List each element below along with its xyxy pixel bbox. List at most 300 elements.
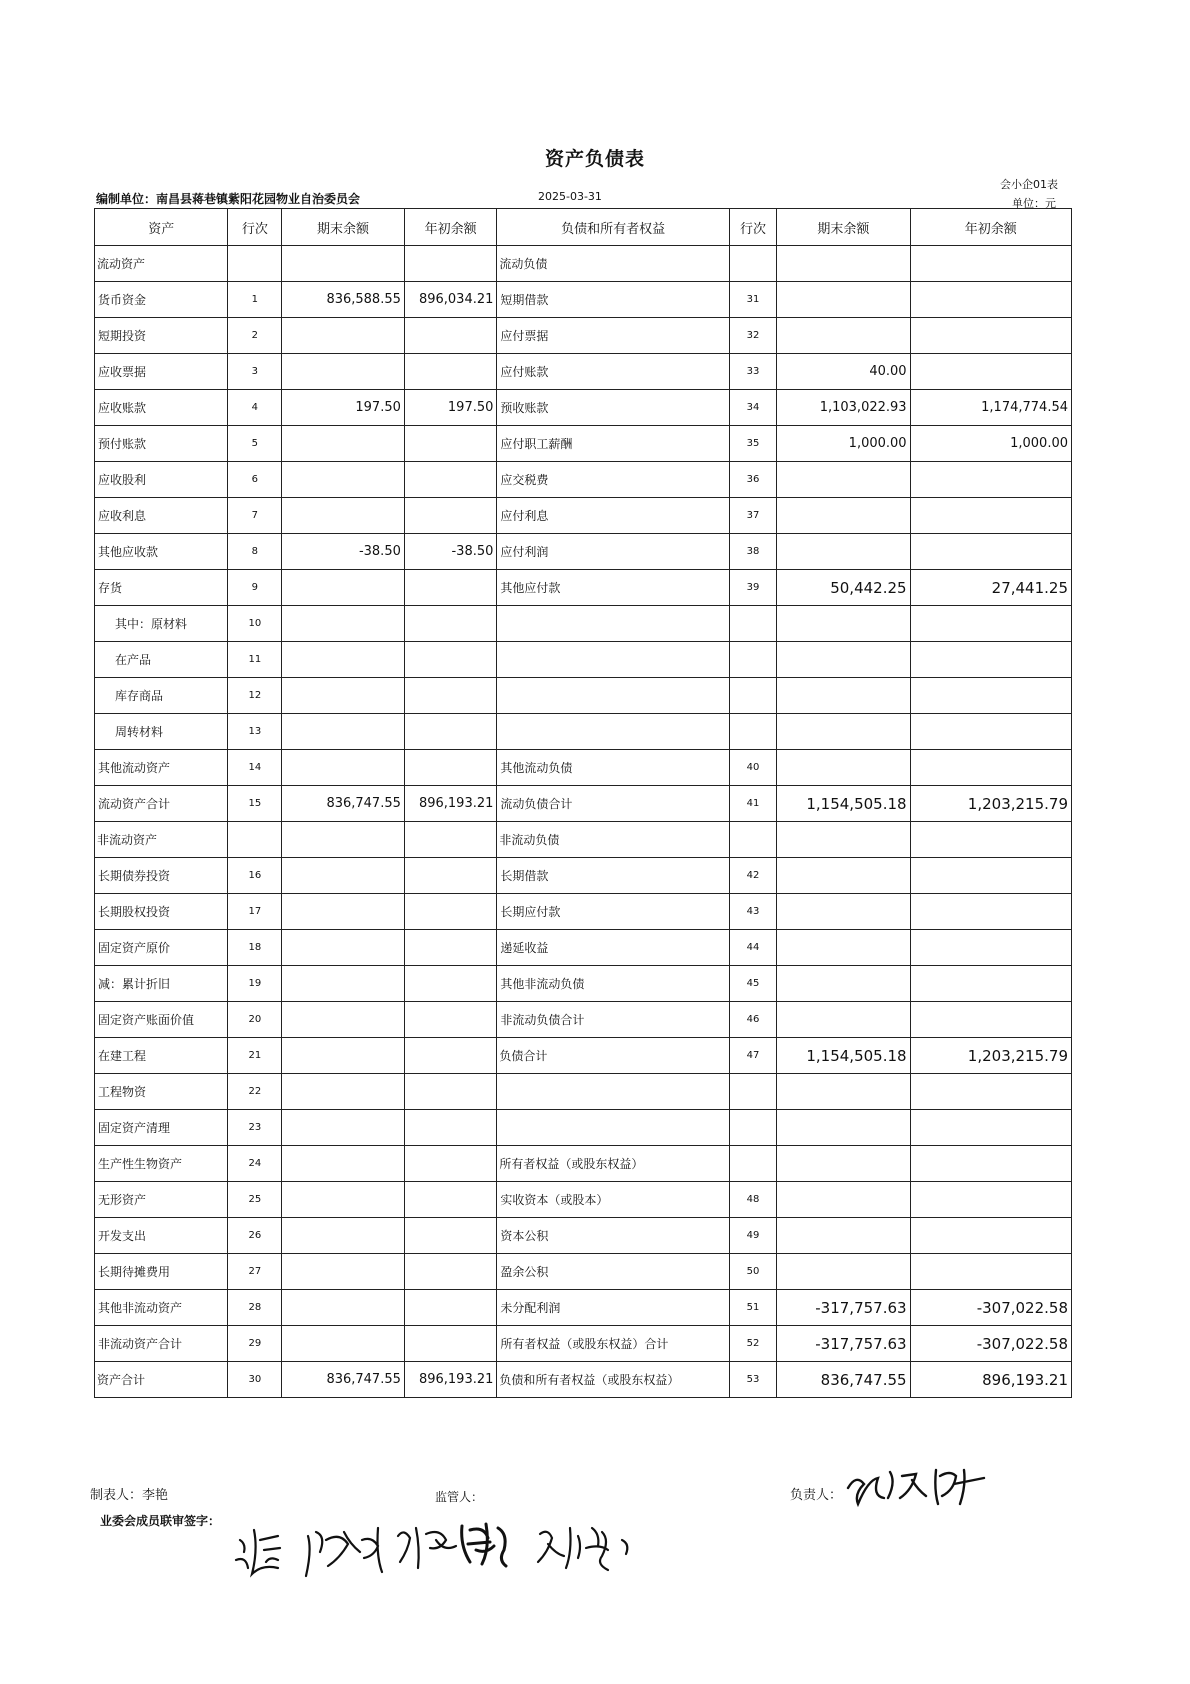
- asset-end-balance: [282, 318, 405, 354]
- liability-item: 长期应付款: [497, 894, 729, 930]
- asset-item: 减：累计折旧: [95, 966, 228, 1002]
- liability-end-balance: -317,757.63: [777, 1290, 910, 1326]
- asset-end-balance: [282, 354, 405, 390]
- liability-begin-balance: [910, 1074, 1071, 1110]
- asset-end-balance: [282, 1182, 405, 1218]
- asset-row-no: 10: [228, 606, 282, 642]
- table-row: [95, 498, 1072, 534]
- liability-row-no: [729, 642, 776, 678]
- asset-item: 短期投资: [95, 318, 228, 354]
- liability-begin-balance: [910, 534, 1071, 570]
- liability-item: 应付职工薪酬: [497, 426, 729, 462]
- liability-end-balance: [777, 1110, 910, 1146]
- liability-begin-balance: [910, 354, 1071, 390]
- liability-row-no: 48: [729, 1182, 776, 1218]
- table-row: [95, 1218, 1072, 1254]
- liability-item: 所有者权益（或股东权益）: [497, 1146, 729, 1182]
- liability-end-balance: [777, 858, 910, 894]
- table-body: [95, 246, 1072, 1398]
- asset-begin-balance: [404, 1038, 497, 1074]
- asset-end-balance: [282, 606, 405, 642]
- liability-item: 实收资本（或股本）: [497, 1182, 729, 1218]
- liability-item: 应付账款: [497, 354, 729, 390]
- liability-begin-balance: [910, 714, 1071, 750]
- asset-begin-balance: [404, 714, 497, 750]
- asset-row-no: [228, 246, 282, 282]
- liability-row-no: [729, 714, 776, 750]
- asset-item: 货币资金: [95, 282, 228, 318]
- liability-begin-balance: [910, 1182, 1071, 1218]
- asset-row-no: 25: [228, 1182, 282, 1218]
- committee-signatures: [230, 1510, 670, 1600]
- asset-end-balance: 197.50: [282, 390, 405, 426]
- liability-item: [497, 1074, 729, 1110]
- table-row: [95, 894, 1072, 930]
- asset-begin-balance: 896,193.21: [404, 1362, 497, 1398]
- liability-row-no: [729, 246, 776, 282]
- liability-item: [497, 606, 729, 642]
- table-row: [95, 354, 1072, 390]
- liability-end-balance: [777, 498, 910, 534]
- currency-unit: 单位：元: [1012, 197, 1056, 210]
- liability-row-no: 51: [729, 1290, 776, 1326]
- asset-row-no: 16: [228, 858, 282, 894]
- asset-begin-balance: [404, 1002, 497, 1038]
- responsible-label: 负责人：: [790, 1488, 843, 1503]
- asset-item: 无形资产: [95, 1182, 228, 1218]
- liability-item: 资本公积: [497, 1218, 729, 1254]
- table-row: [95, 534, 1072, 570]
- table-row: [95, 1254, 1072, 1290]
- asset-row-no: 6: [228, 462, 282, 498]
- liability-end-balance: 836,747.55: [777, 1362, 910, 1398]
- asset-begin-balance: [404, 246, 497, 282]
- table-row: [95, 822, 1072, 858]
- liability-end-balance: [777, 894, 910, 930]
- liability-item: 其他流动负债: [497, 750, 729, 786]
- liability-row-no: [729, 678, 776, 714]
- liability-begin-balance: 896,193.21: [910, 1362, 1071, 1398]
- supervisor-label: 监管人：: [435, 1490, 484, 1504]
- asset-row-no: 23: [228, 1110, 282, 1146]
- liability-item: 负债合计: [497, 1038, 729, 1074]
- table-row: [95, 966, 1072, 1002]
- table-row: [95, 390, 1072, 426]
- asset-begin-balance: [404, 1254, 497, 1290]
- liability-row-no: 34: [729, 390, 776, 426]
- asset-begin-balance: [404, 930, 497, 966]
- asset-row-no: 7: [228, 498, 282, 534]
- asset-item: 其他非流动资产: [95, 1290, 228, 1326]
- col-header-liability-end-balance: 期末余额: [777, 209, 910, 246]
- liability-begin-balance: [910, 750, 1071, 786]
- asset-begin-balance: [404, 858, 497, 894]
- asset-item: 其他流动资产: [95, 750, 228, 786]
- liability-end-balance: [777, 1218, 910, 1254]
- asset-end-balance: [282, 858, 405, 894]
- liability-end-balance: 40.00: [777, 354, 910, 390]
- liability-begin-balance: [910, 1002, 1071, 1038]
- asset-begin-balance: [404, 678, 497, 714]
- balance-sheet-table: [94, 208, 1072, 1398]
- liability-item: 递延收益: [497, 930, 729, 966]
- liability-begin-balance: [910, 930, 1071, 966]
- asset-row-no: 22: [228, 1074, 282, 1110]
- asset-end-balance: [282, 246, 405, 282]
- col-header-liability-row-no: 行次: [729, 209, 776, 246]
- table-row: [95, 570, 1072, 606]
- asset-item: 资产合计: [95, 1362, 228, 1398]
- liability-begin-balance: [910, 822, 1071, 858]
- liability-row-no: 43: [729, 894, 776, 930]
- asset-row-no: 13: [228, 714, 282, 750]
- asset-end-balance: [282, 1110, 405, 1146]
- asset-begin-balance: 896,193.21: [404, 786, 497, 822]
- liability-end-balance: [777, 462, 910, 498]
- col-header-asset-end-balance: 期末余额: [282, 209, 405, 246]
- liability-begin-balance: 1,000.00: [910, 426, 1071, 462]
- table-row: [95, 858, 1072, 894]
- liability-item: 应付利息: [497, 498, 729, 534]
- liability-begin-balance: [910, 894, 1071, 930]
- liability-item: 非流动负债合计: [497, 1002, 729, 1038]
- liability-item: 所有者权益（或股东权益）合计: [497, 1326, 729, 1362]
- table-row: [95, 606, 1072, 642]
- responsible-signature: [840, 1458, 1000, 1518]
- preparer-name: 李艳: [142, 1488, 169, 1503]
- liability-item: 应付票据: [497, 318, 729, 354]
- asset-row-no: 2: [228, 318, 282, 354]
- asset-begin-balance: 896,034.21: [404, 282, 497, 318]
- asset-end-balance: [282, 426, 405, 462]
- asset-begin-balance: [404, 966, 497, 1002]
- liability-begin-balance: [910, 246, 1071, 282]
- asset-end-balance: [282, 822, 405, 858]
- asset-end-balance: [282, 894, 405, 930]
- liability-item: 非流动负债: [497, 822, 729, 858]
- col-header-asset-begin-balance: 年初余额: [404, 209, 497, 246]
- asset-item: 应收利息: [95, 498, 228, 534]
- asset-end-balance: [282, 462, 405, 498]
- asset-row-no: 14: [228, 750, 282, 786]
- asset-end-balance: [282, 1290, 405, 1326]
- asset-item: 应收账款: [95, 390, 228, 426]
- asset-row-no: 15: [228, 786, 282, 822]
- liability-item: 盈余公积: [497, 1254, 729, 1290]
- asset-begin-balance: [404, 1218, 497, 1254]
- asset-row-no: 28: [228, 1290, 282, 1326]
- asset-row-no: 4: [228, 390, 282, 426]
- asset-begin-balance: [404, 1326, 497, 1362]
- liability-end-balance: [777, 750, 910, 786]
- liability-end-balance: 1,154,505.18: [777, 1038, 910, 1074]
- asset-item: 应收票据: [95, 354, 228, 390]
- asset-row-no: 27: [228, 1254, 282, 1290]
- asset-end-balance: -38.50: [282, 534, 405, 570]
- liability-item: 短期借款: [497, 282, 729, 318]
- liability-end-balance: [777, 678, 910, 714]
- table-row: [95, 930, 1072, 966]
- liability-row-no: [729, 1110, 776, 1146]
- liability-item: 未分配利润: [497, 1290, 729, 1326]
- asset-item: 非流动资产合计: [95, 1326, 228, 1362]
- form-code: 会小企01表: [1000, 178, 1058, 191]
- liability-begin-balance: 27,441.25: [910, 570, 1071, 606]
- table-row: [95, 246, 1072, 282]
- liability-end-balance: [777, 1074, 910, 1110]
- liability-end-balance: 1,000.00: [777, 426, 910, 462]
- liability-item: 应付利润: [497, 534, 729, 570]
- liability-begin-balance: [910, 1254, 1071, 1290]
- asset-end-balance: [282, 642, 405, 678]
- table-header-row: [95, 209, 1072, 246]
- liability-row-no: 41: [729, 786, 776, 822]
- liability-row-no: 32: [729, 318, 776, 354]
- asset-row-no: 19: [228, 966, 282, 1002]
- asset-begin-balance: [404, 822, 497, 858]
- asset-begin-balance: [404, 570, 497, 606]
- asset-item: 其中：原材料: [95, 606, 228, 642]
- asset-row-no: 24: [228, 1146, 282, 1182]
- asset-item: 长期待摊费用: [95, 1254, 228, 1290]
- asset-begin-balance: [404, 318, 497, 354]
- liability-end-balance: [777, 606, 910, 642]
- asset-item: 固定资产清理: [95, 1110, 228, 1146]
- asset-end-balance: [282, 750, 405, 786]
- table-row: [95, 1110, 1072, 1146]
- asset-item: 长期股权投资: [95, 894, 228, 930]
- col-header-liability-begin-balance: 年初余额: [910, 209, 1071, 246]
- table-row: [95, 714, 1072, 750]
- liability-end-balance: -317,757.63: [777, 1326, 910, 1362]
- liability-begin-balance: 1,203,215.79: [910, 786, 1071, 822]
- table-row: [95, 1002, 1072, 1038]
- asset-item: 在建工程: [95, 1038, 228, 1074]
- asset-row-no: 29: [228, 1326, 282, 1362]
- liability-end-balance: 1,154,505.18: [777, 786, 910, 822]
- asset-row-no: [228, 822, 282, 858]
- asset-item: 库存商品: [95, 678, 228, 714]
- liability-end-balance: [777, 1146, 910, 1182]
- liability-begin-balance: [910, 678, 1071, 714]
- liability-begin-balance: [910, 318, 1071, 354]
- asset-begin-balance: [404, 894, 497, 930]
- table-row: [95, 1362, 1072, 1398]
- asset-row-no: 17: [228, 894, 282, 930]
- asset-begin-balance: -38.50: [404, 534, 497, 570]
- liability-row-no: 39: [729, 570, 776, 606]
- liability-item: [497, 642, 729, 678]
- liability-end-balance: [777, 318, 910, 354]
- liability-begin-balance: [910, 966, 1071, 1002]
- liability-row-no: 44: [729, 930, 776, 966]
- liability-begin-balance: [910, 606, 1071, 642]
- liability-row-no: 40: [729, 750, 776, 786]
- liability-end-balance: [777, 246, 910, 282]
- report-date: 2025-03-31: [538, 190, 602, 203]
- liability-row-no: 49: [729, 1218, 776, 1254]
- liability-row-no: 38: [729, 534, 776, 570]
- col-header-assets: 资产: [95, 209, 228, 246]
- liability-row-no: 45: [729, 966, 776, 1002]
- liability-row-no: 53: [729, 1362, 776, 1398]
- liability-end-balance: [777, 822, 910, 858]
- asset-row-no: 20: [228, 1002, 282, 1038]
- liability-begin-balance: [910, 1110, 1071, 1146]
- liability-row-no: 46: [729, 1002, 776, 1038]
- liability-row-no: [729, 606, 776, 642]
- col-header-liabilities-equity: 负债和所有者权益: [497, 209, 729, 246]
- liability-row-no: [729, 1146, 776, 1182]
- asset-end-balance: [282, 678, 405, 714]
- liability-row-no: 50: [729, 1254, 776, 1290]
- liability-item: 长期借款: [497, 858, 729, 894]
- liability-end-balance: [777, 1254, 910, 1290]
- asset-item: 流动资产合计: [95, 786, 228, 822]
- liability-end-balance: [777, 930, 910, 966]
- asset-begin-balance: [404, 642, 497, 678]
- asset-item: 在产品: [95, 642, 228, 678]
- organization: [96, 190, 360, 207]
- asset-item: 固定资产账面价值: [95, 1002, 228, 1038]
- liability-end-balance: [777, 966, 910, 1002]
- asset-row-no: 11: [228, 642, 282, 678]
- asset-end-balance: [282, 966, 405, 1002]
- liability-begin-balance: [910, 462, 1071, 498]
- asset-item: 生产性生物资产: [95, 1146, 228, 1182]
- asset-end-balance: [282, 1326, 405, 1362]
- asset-row-no: 8: [228, 534, 282, 570]
- table-row: [95, 1290, 1072, 1326]
- liability-item: 应交税费: [497, 462, 729, 498]
- organization-label: 编制单位：: [96, 192, 157, 206]
- table-row: [95, 318, 1072, 354]
- preparer-label: 制表人：: [90, 1488, 143, 1503]
- liability-item: [497, 714, 729, 750]
- liability-end-balance: 50,442.25: [777, 570, 910, 606]
- asset-item: 开发支出: [95, 1218, 228, 1254]
- table-row: [95, 1182, 1072, 1218]
- liability-item: 负债和所有者权益（或股东权益）: [497, 1362, 729, 1398]
- asset-begin-balance: [404, 498, 497, 534]
- asset-item: 其他应收款: [95, 534, 228, 570]
- liability-end-balance: [777, 1002, 910, 1038]
- liability-end-balance: [777, 534, 910, 570]
- asset-begin-balance: [404, 1110, 497, 1146]
- liability-row-no: [729, 1074, 776, 1110]
- asset-end-balance: [282, 1254, 405, 1290]
- liability-item: 其他非流动负债: [497, 966, 729, 1002]
- asset-item: 长期债券投资: [95, 858, 228, 894]
- liability-item: 预收账款: [497, 390, 729, 426]
- asset-row-no: 30: [228, 1362, 282, 1398]
- liability-row-no: 42: [729, 858, 776, 894]
- table-row: [95, 282, 1072, 318]
- table-row: [95, 786, 1072, 822]
- liability-begin-balance: [910, 858, 1071, 894]
- liability-row-no: 52: [729, 1326, 776, 1362]
- asset-row-no: 3: [228, 354, 282, 390]
- asset-row-no: 26: [228, 1218, 282, 1254]
- col-header-asset-row-no: 行次: [228, 209, 282, 246]
- table-row: [95, 750, 1072, 786]
- asset-end-balance: [282, 1002, 405, 1038]
- asset-end-balance: [282, 498, 405, 534]
- liability-item: [497, 678, 729, 714]
- liability-end-balance: 1,103,022.93: [777, 390, 910, 426]
- liability-row-no: 47: [729, 1038, 776, 1074]
- table-row: [95, 1326, 1072, 1362]
- asset-row-no: 5: [228, 426, 282, 462]
- asset-row-no: 12: [228, 678, 282, 714]
- organization-name: 南昌县蒋巷镇紫阳花园物业自治委员会: [156, 192, 361, 206]
- asset-row-no: 1: [228, 282, 282, 318]
- asset-row-no: 21: [228, 1038, 282, 1074]
- asset-end-balance: [282, 714, 405, 750]
- asset-row-no: 18: [228, 930, 282, 966]
- liability-begin-balance: [910, 282, 1071, 318]
- liability-begin-balance: 1,203,215.79: [910, 1038, 1071, 1074]
- liability-row-no: 35: [729, 426, 776, 462]
- asset-end-balance: [282, 1038, 405, 1074]
- liability-row-no: [729, 822, 776, 858]
- table-row: [95, 1074, 1072, 1110]
- asset-begin-balance: [404, 1074, 497, 1110]
- liability-end-balance: [777, 714, 910, 750]
- liability-item: 流动负债合计: [497, 786, 729, 822]
- asset-end-balance: [282, 1218, 405, 1254]
- liability-begin-balance: -307,022.58: [910, 1290, 1071, 1326]
- asset-end-balance: [282, 930, 405, 966]
- table-row: [95, 678, 1072, 714]
- asset-begin-balance: [404, 354, 497, 390]
- asset-item: 应收股利: [95, 462, 228, 498]
- table-row: [95, 426, 1072, 462]
- preparer: [90, 1484, 168, 1503]
- asset-end-balance: [282, 570, 405, 606]
- asset-begin-balance: [404, 462, 497, 498]
- report-title: 资产负债表: [544, 148, 645, 170]
- table-row: [95, 1146, 1072, 1182]
- liability-item: 其他应付款: [497, 570, 729, 606]
- liability-row-no: 37: [729, 498, 776, 534]
- table-row: [95, 642, 1072, 678]
- liability-row-no: 36: [729, 462, 776, 498]
- asset-item: 预付账款: [95, 426, 228, 462]
- asset-end-balance: [282, 1146, 405, 1182]
- liability-end-balance: [777, 282, 910, 318]
- liability-begin-balance: [910, 642, 1071, 678]
- asset-begin-balance: [404, 1146, 497, 1182]
- asset-item: 工程物资: [95, 1074, 228, 1110]
- asset-item: 非流动资产: [95, 822, 228, 858]
- liability-item: [497, 1110, 729, 1146]
- liability-begin-balance: -307,022.58: [910, 1326, 1071, 1362]
- asset-begin-balance: [404, 750, 497, 786]
- liability-end-balance: [777, 1182, 910, 1218]
- asset-begin-balance: [404, 426, 497, 462]
- table-row: [95, 462, 1072, 498]
- asset-begin-balance: 197.50: [404, 390, 497, 426]
- liability-row-no: 31: [729, 282, 776, 318]
- table-row: [95, 1038, 1072, 1074]
- liability-begin-balance: [910, 498, 1071, 534]
- asset-begin-balance: [404, 606, 497, 642]
- committee-sign-label: 业委会成员联审签字：: [100, 1514, 221, 1528]
- asset-row-no: 9: [228, 570, 282, 606]
- liability-begin-balance: [910, 1146, 1071, 1182]
- asset-begin-balance: [404, 1290, 497, 1326]
